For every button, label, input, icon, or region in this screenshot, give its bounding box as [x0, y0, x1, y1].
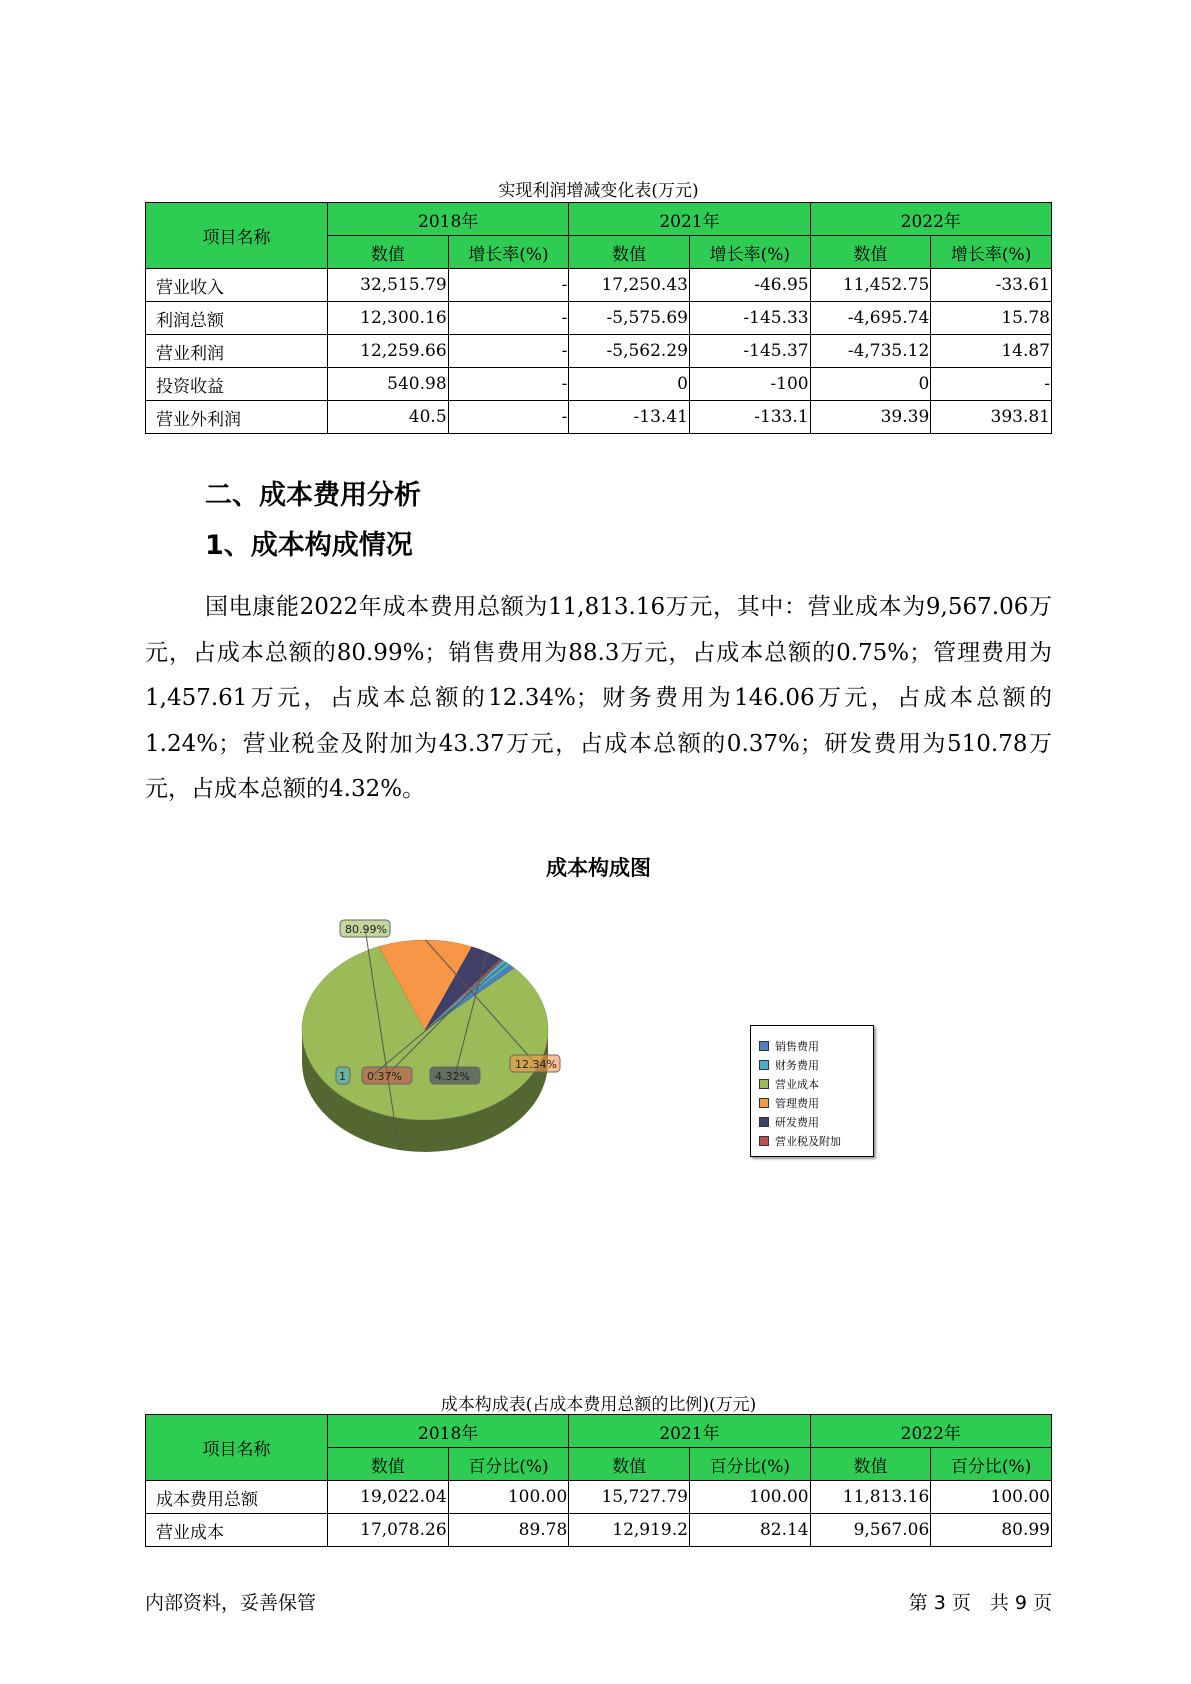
- legend-label: 财务费用: [775, 1058, 819, 1072]
- table-row: [146, 1514, 1052, 1547]
- legend-swatch: [759, 1060, 769, 1070]
- table-cell: -: [448, 368, 569, 401]
- table-cell: -145.37: [689, 335, 810, 368]
- footer-page-number: 第 3 页 共 9 页: [908, 1592, 1052, 1614]
- legend-label: 营业成本: [775, 1077, 819, 1091]
- table-cell: 11,452.75: [810, 269, 931, 302]
- row-label: 营业收入: [146, 269, 328, 302]
- table-cell: -: [448, 302, 569, 335]
- table-cell: -133.1: [689, 401, 810, 434]
- table-cell: 12,919.2: [569, 1514, 690, 1547]
- table-cell: -: [448, 269, 569, 302]
- table-cell: 100.00: [689, 1481, 810, 1514]
- header-rate: 增长率(%): [931, 236, 1052, 269]
- table-cell: -100: [689, 368, 810, 401]
- row-label: 利润总额: [146, 302, 328, 335]
- legend-item: [759, 1131, 865, 1150]
- subsection-heading: 1、成本构成情况: [205, 530, 413, 561]
- legend-swatch: [759, 1136, 769, 1146]
- header-year: 2021年: [569, 1415, 810, 1448]
- table-cell: 11,813.16: [810, 1481, 931, 1514]
- pie-label: 4.32%: [435, 1070, 470, 1083]
- header-percent: 百分比(%): [448, 1448, 569, 1481]
- table-row: [146, 1481, 1052, 1514]
- table-cell: 17,078.26: [328, 1514, 449, 1547]
- legend-item: [759, 1093, 865, 1112]
- table-cell: 0: [810, 368, 931, 401]
- table-cell: -4,735.12: [810, 335, 931, 368]
- header-year: 2018年: [328, 203, 569, 236]
- table-cell: -33.61: [931, 269, 1052, 302]
- table-cell: 19,022.04: [328, 1481, 449, 1514]
- row-label: 营业利润: [146, 335, 328, 368]
- table1-caption: 实现利润增减变化表(万元): [498, 181, 699, 201]
- chart-title: 成本构成图: [546, 856, 651, 880]
- table-cell: -4,695.74: [810, 302, 931, 335]
- table-cell: 17,250.43: [569, 269, 690, 302]
- table-cell: 40.5: [328, 401, 449, 434]
- table-cell: 12,300.16: [328, 302, 449, 335]
- table-cell: 14.87: [931, 335, 1052, 368]
- table-cell: -145.33: [689, 302, 810, 335]
- header-year: 2022年: [810, 1415, 1051, 1448]
- table-cell: -13.41: [569, 401, 690, 434]
- row-label: 营业成本: [146, 1514, 328, 1547]
- pie-label: 0.37%: [367, 1070, 402, 1083]
- row-label: 成本费用总额: [146, 1481, 328, 1514]
- table-cell: 12,259.66: [328, 335, 449, 368]
- cost-paragraph: 国电康能2022年成本费用总额为11,813.16万元，其中：营业成本为9,567.06万元，占成本总额的80.99%；销售费用为88.3万元，占成本总额的0.75%；管理费用为1,457.61万元，占成本总额的12.34%；财务费用为146.06万元，占成本总额的1.24%；营业税金及附加为43.37万元，占成本总额的0.37%；研发费用为510.78万元，占成本总额的4.32%。: [145, 594, 1052, 802]
- row-label: 投资收益: [146, 368, 328, 401]
- legend-item: [759, 1055, 865, 1074]
- legend-label: 管理费用: [775, 1096, 819, 1110]
- legend-item: [759, 1036, 865, 1055]
- table-cell: -: [931, 368, 1052, 401]
- header-item-name: 项目名称: [146, 203, 328, 269]
- legend-item: [759, 1112, 865, 1131]
- pie-label: 12.34%: [515, 1058, 557, 1071]
- table-row: [146, 335, 1052, 368]
- header-percent: 百分比(%): [931, 1448, 1052, 1481]
- header-year: 2022年: [810, 203, 1051, 236]
- footer-confidential: 内部资料，妥善保管: [145, 1592, 317, 1614]
- table-cell: 393.81: [931, 401, 1052, 434]
- chart-legend: [750, 1025, 874, 1157]
- table-row: [146, 302, 1052, 335]
- table-cell: 15.78: [931, 302, 1052, 335]
- header-item-name: 项目名称: [146, 1415, 328, 1481]
- section-heading: 二、成本费用分析: [205, 480, 421, 511]
- table-cell: -5,575.69: [569, 302, 690, 335]
- header-rate: 增长率(%): [689, 236, 810, 269]
- table-cell: 80.99: [931, 1514, 1052, 1547]
- legend-label: 营业税及附加: [775, 1134, 841, 1148]
- table-cell: 100.00: [448, 1481, 569, 1514]
- row-label: 营业外利润: [146, 401, 328, 434]
- table-cell: 39.39: [810, 401, 931, 434]
- header-year: 2018年: [328, 1415, 569, 1448]
- legend-item: [759, 1074, 865, 1093]
- legend-swatch: [759, 1079, 769, 1089]
- table-cell: 15,727.79: [569, 1481, 690, 1514]
- header-value: 数值: [328, 236, 449, 269]
- header-value: 数值: [810, 1448, 931, 1481]
- table2-caption: 成本构成表(占成本费用总额的比例)(万元): [440, 1395, 757, 1415]
- table-cell: 82.14: [689, 1514, 810, 1547]
- table-cell: 540.98: [328, 368, 449, 401]
- legend-swatch: [759, 1117, 769, 1127]
- header-value: 数值: [810, 236, 931, 269]
- header-rate: 增长率(%): [448, 236, 569, 269]
- table-cell: 100.00: [931, 1481, 1052, 1514]
- table-cell: -5,562.29: [569, 335, 690, 368]
- table-cell: 89.78: [448, 1514, 569, 1547]
- legend-swatch: [759, 1041, 769, 1051]
- profit-change-table: [145, 202, 1052, 434]
- table-row: [146, 269, 1052, 302]
- header-percent: 百分比(%): [689, 1448, 810, 1481]
- header-year: 2021年: [569, 203, 810, 236]
- table-cell: 9,567.06: [810, 1514, 931, 1547]
- cost-pie-chart: [300, 905, 600, 1175]
- legend-label: 销售费用: [775, 1039, 819, 1053]
- table-cell: 0: [569, 368, 690, 401]
- pie-label: 1: [339, 1070, 346, 1083]
- pie-label: 80.99%: [345, 923, 387, 936]
- table-row: [146, 368, 1052, 401]
- cost-structure-table: [145, 1414, 1052, 1547]
- table-cell: -46.95: [689, 269, 810, 302]
- legend-swatch: [759, 1098, 769, 1108]
- legend-label: 研发费用: [775, 1115, 819, 1129]
- header-value: 数值: [328, 1448, 449, 1481]
- table-cell: 32,515.79: [328, 269, 449, 302]
- header-value: 数值: [569, 1448, 690, 1481]
- table-cell: -: [448, 335, 569, 368]
- table-cell: -: [448, 401, 569, 434]
- table-row: [146, 401, 1052, 434]
- header-value: 数值: [569, 236, 690, 269]
